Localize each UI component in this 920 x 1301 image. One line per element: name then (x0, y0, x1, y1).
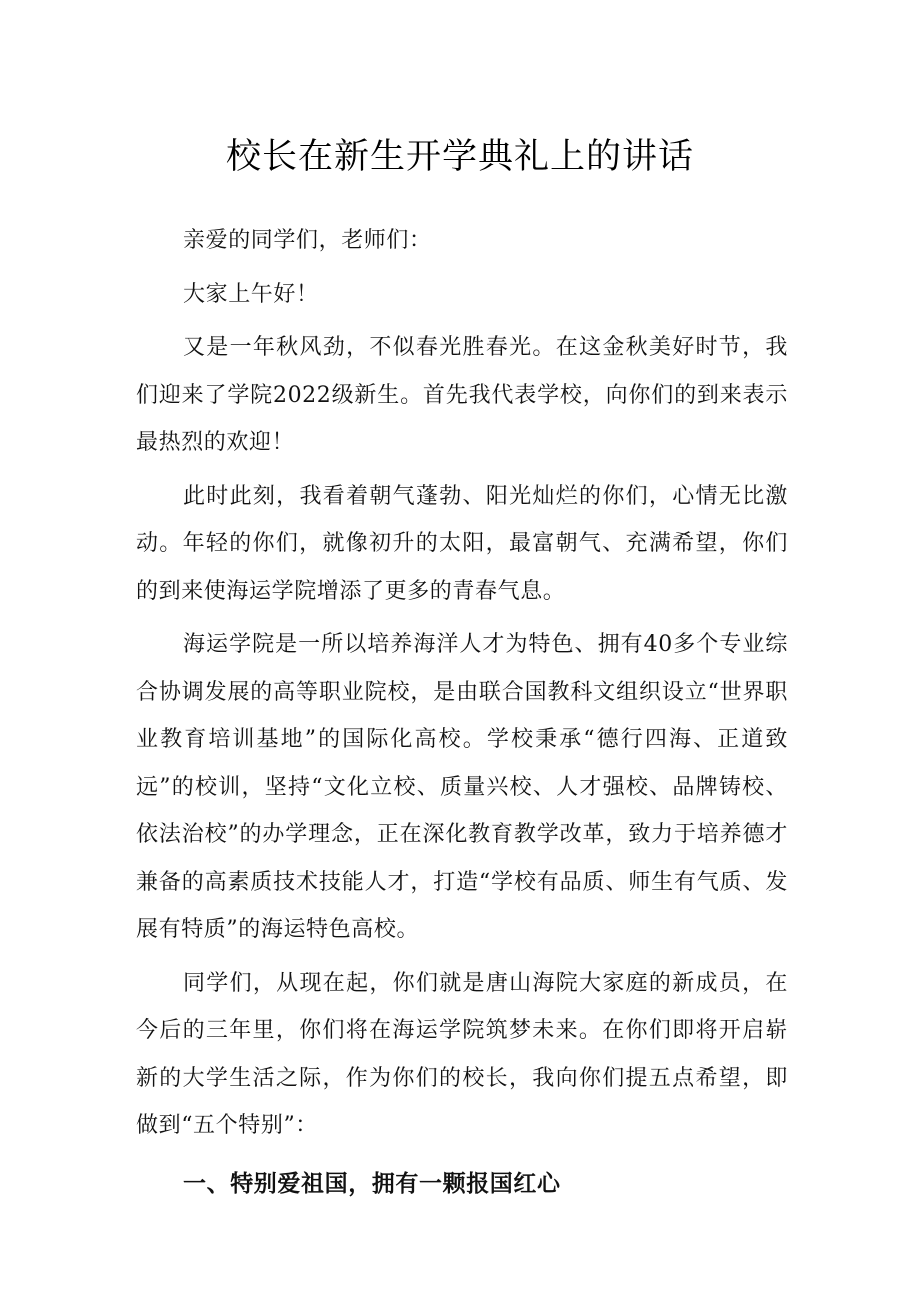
paragraph-school-intro: 海运学院是一所以培养海洋人才为特色、拥有40多个专业综合协调发展的高等职业院校，是由联合国教科文组织设立“世界职业教育培训基地”的国际化高校。学校秉承“德行四海、正道致远”的校训，坚持“文化立校、质量兴校、人才强校、品牌铸校、依法治校”的办学理念，正在深化教育教学改革，致力于培养德才兼备的高素质技术技能人才，打造“学校有品质、师生有气质、发展有特质”的海运特色高校。 (136, 632, 788, 942)
section-heading: 一、特别爱祖国，拥有一颗报国红心 (183, 1170, 561, 1197)
greeting: 大家上午好！ (183, 281, 319, 307)
document-title: 校长在新生开学典礼上的讲话 (225, 137, 694, 177)
paragraph-welcome: 又是一年秋风劲，不似春光胜春光。在这金秋美好时节，我们迎来了学院2022级新生。首先我代表学校，向你们的到来表示最热烈的欢迎！ (136, 335, 788, 455)
paragraph-emotion: 此时此刻，我看着朝气蓬勃、阳光灿烂的你们，心情无比激动。年轻的你们，就像初升的太阳，最富朝气、充满希望，你们的到来使海运学院增添了更多的青春气息。 (136, 483, 788, 604)
document-body (136, 217, 788, 1206)
paragraph-expectations: 同学们，从现在起，你们就是唐山海院大家庭的新成员，在今后的三年里，你们将在海运学院筑梦未来。在你们即将开启崭新的大学生活之际，作为你们的校长，我向你们提五点希望，即做到“五个特别”： (136, 970, 788, 1138)
salutation: 亲爱的同学们，老师们： (183, 228, 432, 253)
